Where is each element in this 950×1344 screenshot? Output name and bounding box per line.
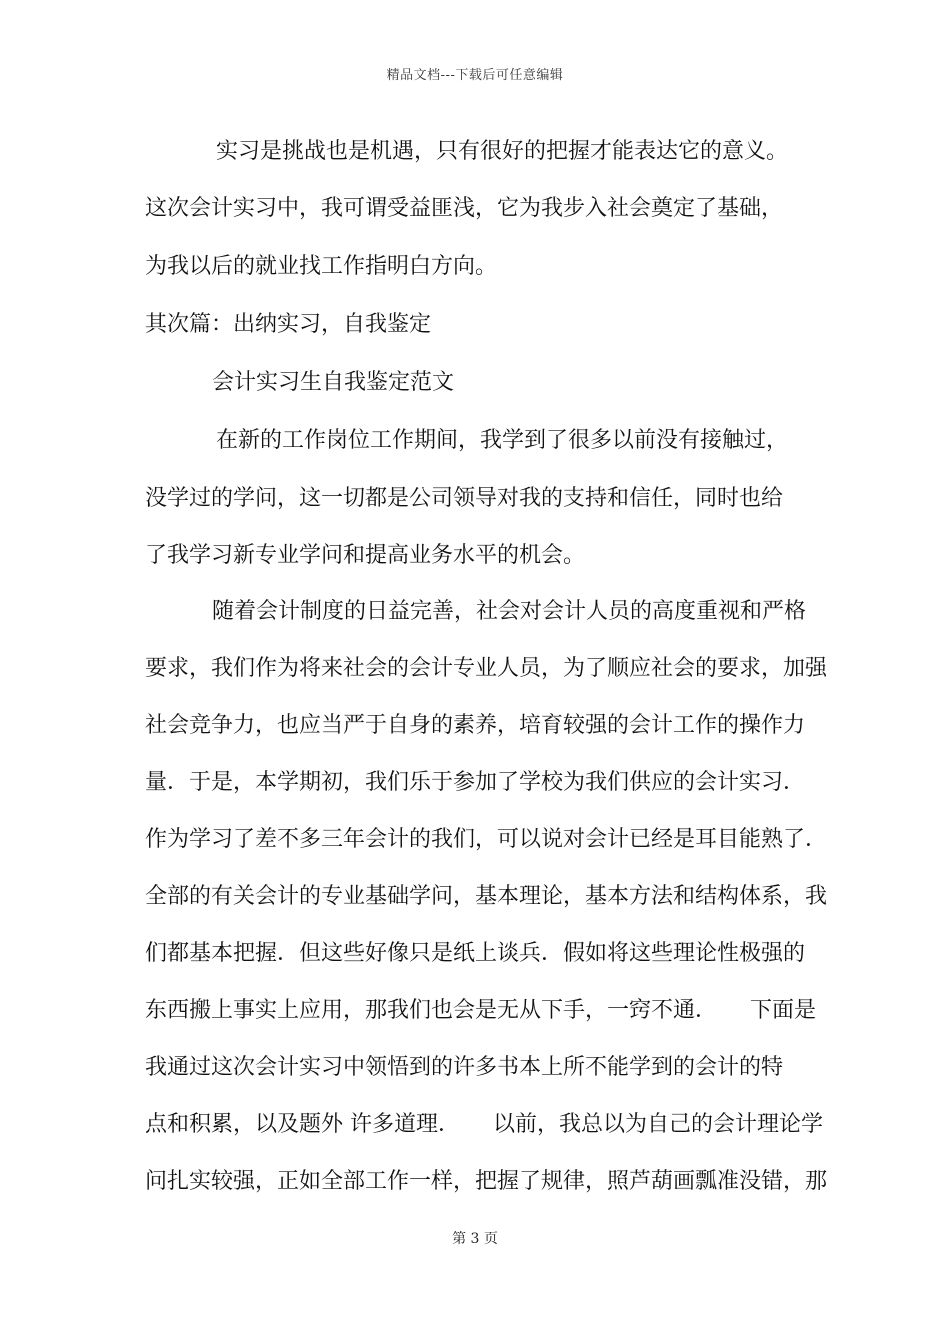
page-header: 精品文档---下载后可任意编辑 xyxy=(386,68,564,83)
paragraph-line: 社会竞争力，也应当严于自身的素养，培育较强的会计工作的操作力 xyxy=(145,713,806,738)
section-title: 其次篇：出纳实习，自我鉴定 xyxy=(145,312,432,337)
paragraph-line: 点和积累，以及题外 许多道理． 以前，我总以为自己的会计理论学 xyxy=(145,1112,823,1137)
subtitle: 会计实习生自我鉴定范文 xyxy=(212,370,455,395)
paragraph-line: 实习是挑战也是机遇，只有很好的把握才能表达它的意义。 xyxy=(216,139,789,164)
paragraph-line: 在新的工作岗位工作期间，我学到了很多以前没有接触过， xyxy=(216,428,789,453)
paragraph-line: 随着会计制度的日益完善，社会对会计人员的高度重视和严格 xyxy=(212,599,807,624)
paragraph-line: 问扎实较强，正如全部工作一样，把握了规律，照芦葫画瓢准没错，那 xyxy=(145,1169,828,1194)
paragraph-line: 没学过的学问，这一切都是公司领导对我的支持和信任，同时也给 xyxy=(145,486,784,511)
paragraph-line: 了我学习新专业学问和提高业务水平的机会。 xyxy=(145,543,586,568)
paragraph-line: 要求，我们作为将来社会的会计专业人员，为了顺应社会的要求，加强 xyxy=(145,656,828,681)
paragraph-line: 我通过这次会计实习中领悟到的许多书本上所不能学到的会计的特 xyxy=(145,1055,784,1080)
paragraph-line: 们都基本把握．但这些好像只是纸上谈兵．假如将这些理论性极强的 xyxy=(145,941,806,966)
paragraph-line: 全部的有关会计的专业基础学问，基本理论，基本方法和结构体系，我 xyxy=(145,884,828,909)
paragraph-line: 东西搬上事实上应用，那我们也会是无从下手，一窍不通． 下面是 xyxy=(145,998,817,1023)
paragraph-line: 作为学习了差不多三年会计的我们，可以说对会计已经是耳目能熟了． xyxy=(145,827,828,852)
paragraph-line: 为我以后的就业找工作指明白方向。 xyxy=(145,254,498,279)
page-number: 第 3 页 xyxy=(452,1231,498,1247)
paragraph-line: 量．于是，本学期初，我们乐于参加了学校为我们供应的会计实习． xyxy=(145,770,806,795)
paragraph-line: 这次会计实习中，我可谓受益匪浅，它为我步入社会奠定了基础， xyxy=(145,196,784,221)
